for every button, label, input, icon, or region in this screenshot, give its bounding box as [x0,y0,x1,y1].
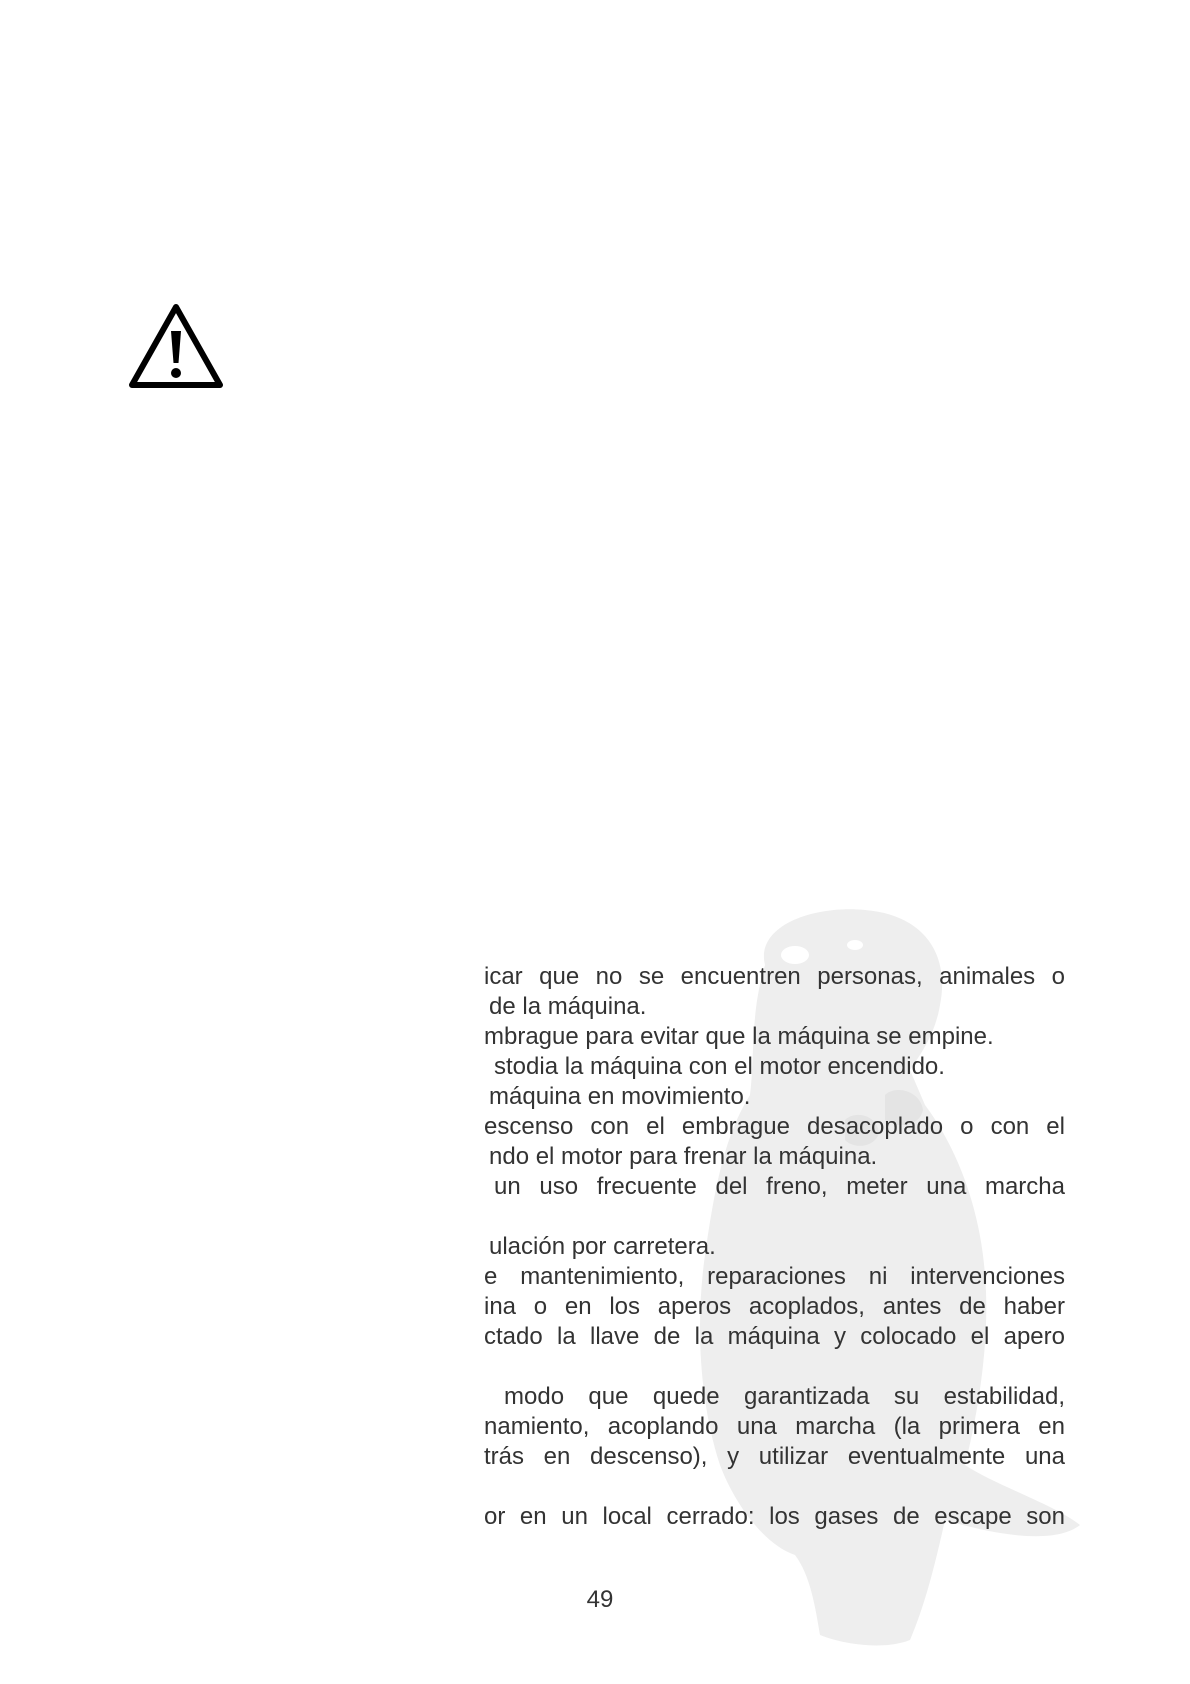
text-line: ctado la llave de la máquina y colocado el apero [484,1323,1065,1350]
blank-line [484,1352,1065,1382]
page-number: 49 [586,1586,614,1613]
text-line: mbrague para evitar que la máquina se empine. [484,1023,994,1050]
text-line: e mantenimiento, reparaciones ni intervenciones [484,1263,1065,1290]
text-line: icar que no se encuentren personas, animales o [484,963,1065,990]
blank-line [484,1472,1065,1502]
warning-triangle-icon [128,303,224,389]
text-line: de la máquina. [489,993,647,1020]
text-line: or en un local cerrado: los gases de escape son [484,1503,1065,1530]
blank-line [484,1202,1065,1232]
text-line: máquina en movimiento. [489,1083,751,1110]
text-line: un uso frecuente del freno, meter una marcha [494,1173,1065,1200]
safety-instructions-text [484,962,1065,1532]
text-line: ina o en los aperos acoplados, antes de haber [484,1293,1065,1320]
text-line: escenso con el embrague desacoplado o con el [484,1113,1065,1140]
text-line: trás en descenso), y utilizar eventualmente una [484,1443,1065,1470]
text-line: namiento, acoplando una marcha (la primera en [484,1413,1065,1440]
text-line: ulación por carretera. [489,1233,716,1260]
text-line: stodia la máquina con el motor encendido. [494,1053,945,1080]
text-line: modo que quede garantizada su estabilidad, [504,1383,1065,1410]
text-line: ndo el motor para frenar la máquina. [489,1143,878,1170]
